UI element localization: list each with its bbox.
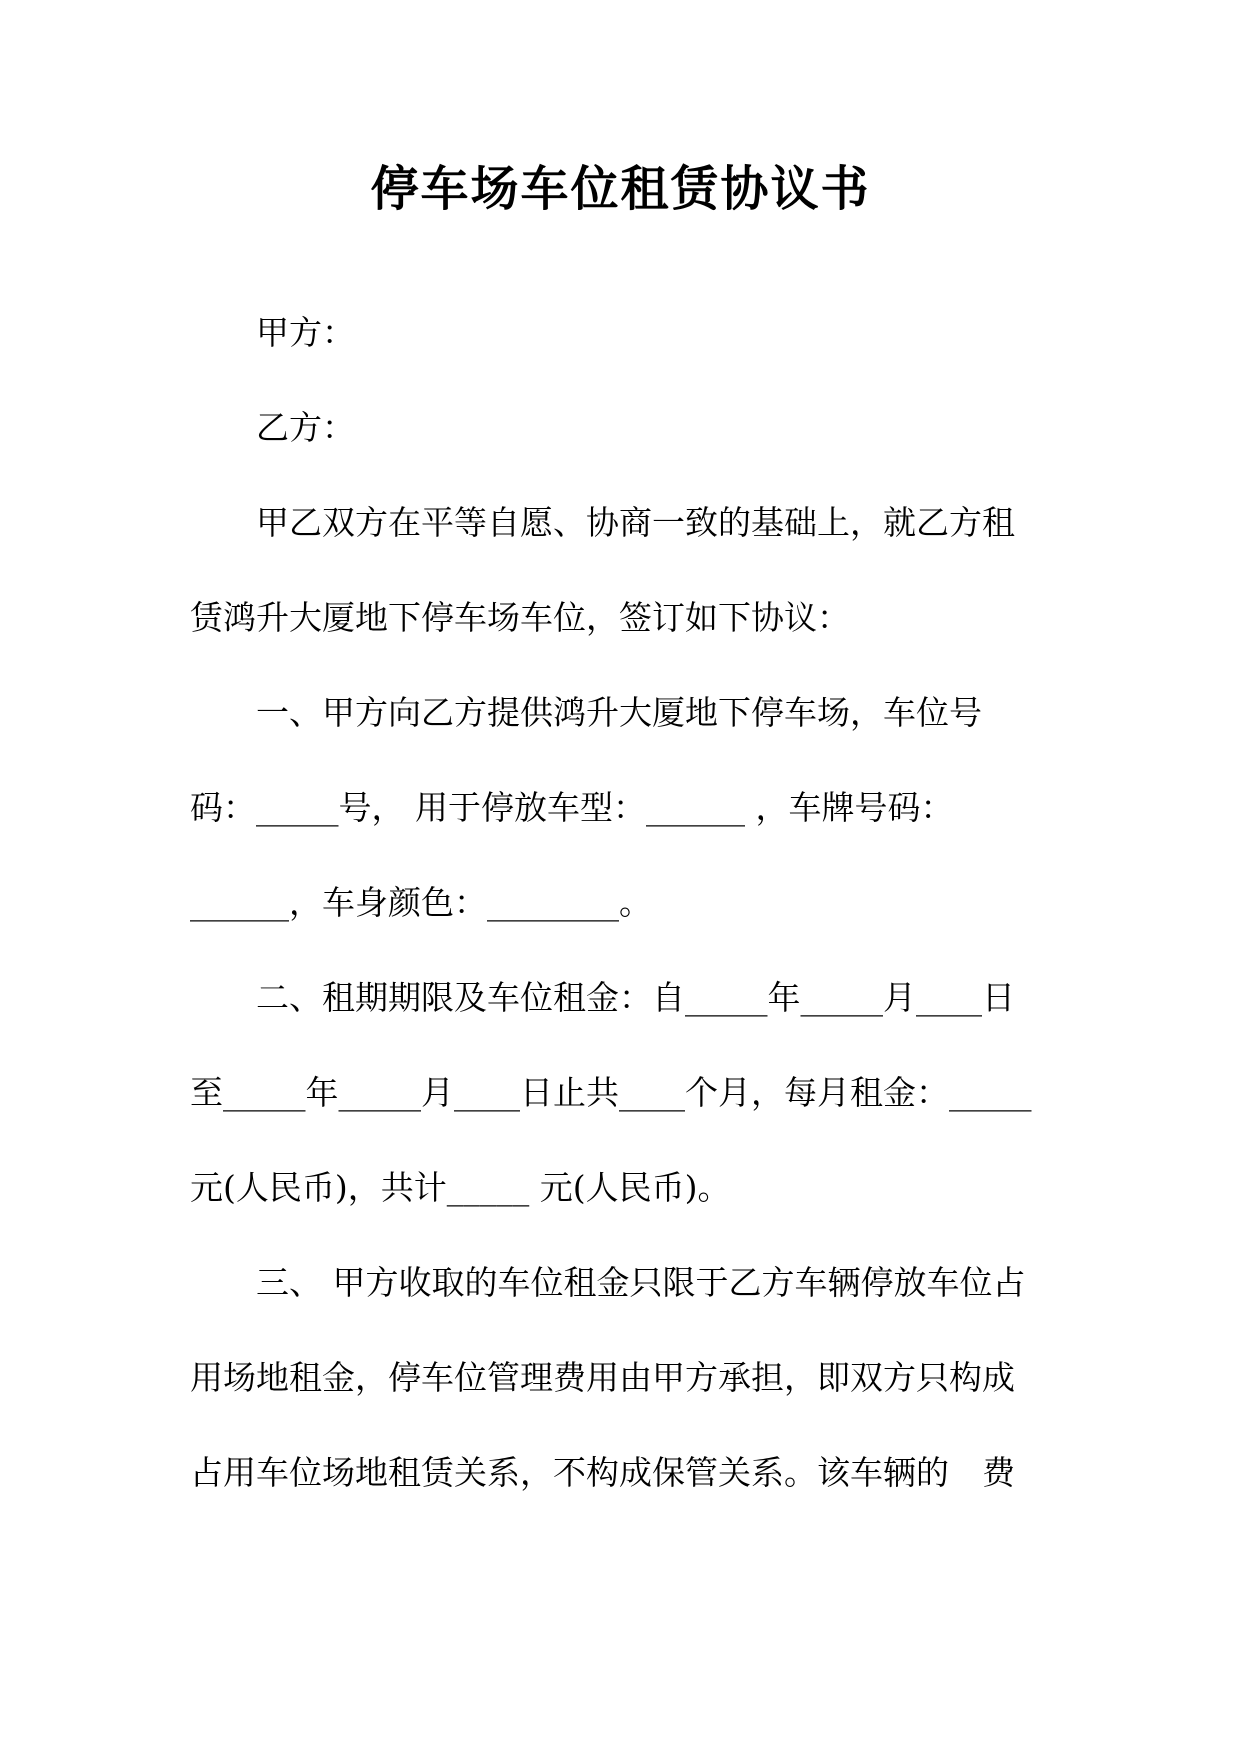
document-title: 停车场车位租赁协议书: [370, 161, 871, 217]
preamble-line-1: 甲乙双方在平等自愿、协商一致的基础上，就乙方租: [190, 503, 1015, 542]
clause-1-line-3: ______，车身颜色：________。: [190, 883, 652, 922]
party-a-line: 甲方：: [190, 313, 355, 352]
clause-1-line-2: 码：_____号， 用于停放车型：______ ，车牌号码：: [190, 788, 954, 827]
party-b-line: 乙方：: [190, 408, 355, 447]
clause-3-line-2: 用场地租金，停车位管理费用由甲方承担，即双方只构成: [190, 1358, 1015, 1397]
clause-2-line-3: 元(人民币)，共计_____ 元(人民币)。: [190, 1168, 731, 1207]
clause-1-line-1: 一、甲方向乙方提供鸿升大厦地下停车场，车位号: [190, 693, 982, 732]
clause-3-line-3: 占用车位场地租赁关系，不构成保管关系。该车辆的 费: [190, 1453, 1015, 1492]
clause-2-line-2: 至_____年_____月____日止共____个月，每月租金：_____: [190, 1073, 1032, 1112]
preamble-line-2: 赁鸿升大厦地下停车场车位，签订如下协议：: [190, 598, 850, 637]
clause-3-line-1: 三、 甲方收取的车位租金只限于乙方车辆停放车位占: [190, 1263, 1026, 1302]
clause-2-line-1: 二、租期期限及车位租金：自_____年_____月____日: [190, 978, 1015, 1017]
